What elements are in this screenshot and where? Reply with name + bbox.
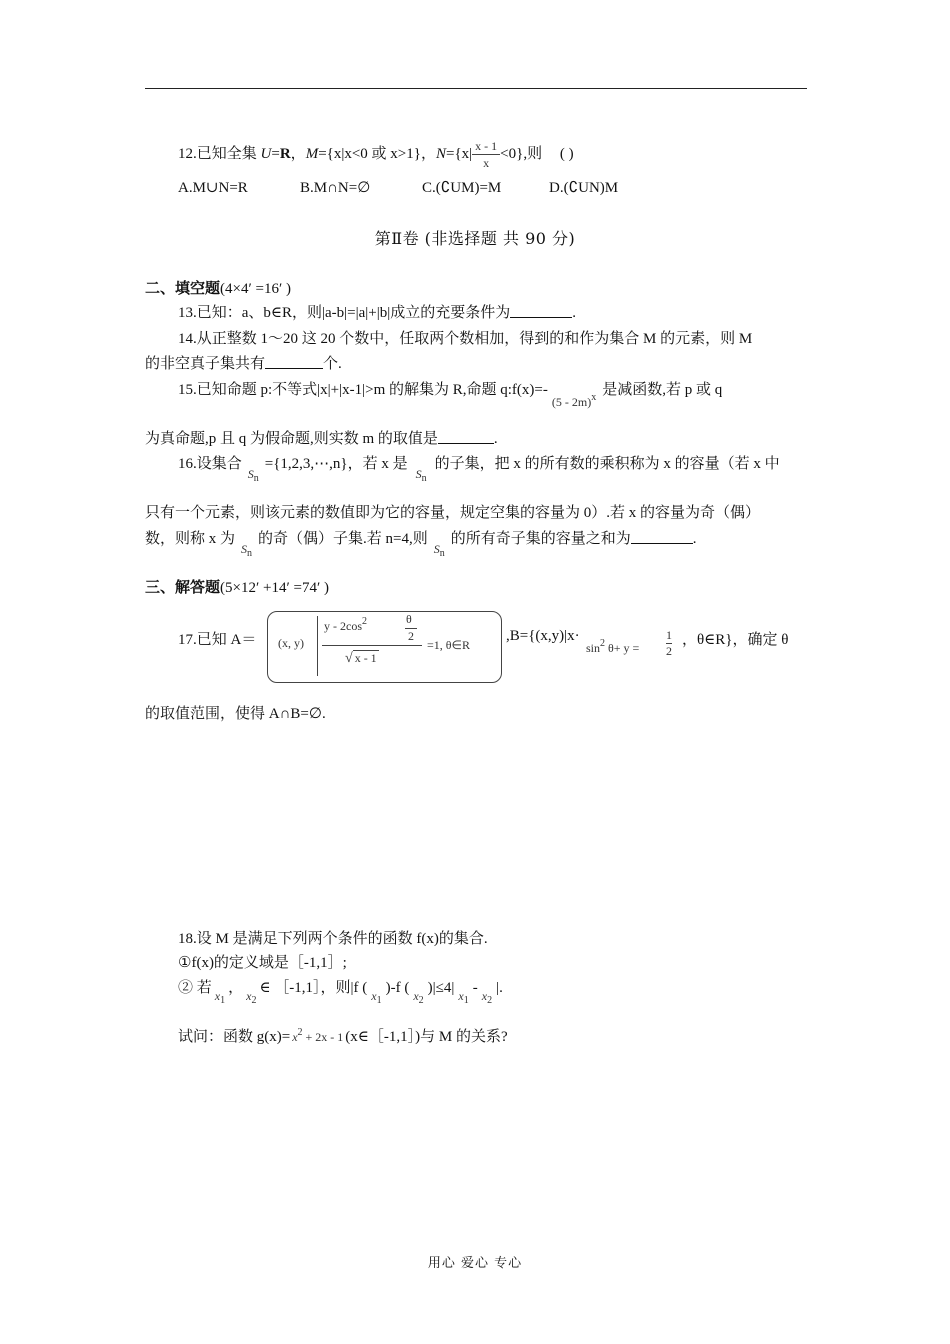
q12-option-c: C.(∁UM)=M	[422, 180, 502, 196]
section-2-heading: 二、填空题(4×4′ =16′ )	[145, 279, 291, 297]
question-18-line-1: 18.设 M 是满足下列两个条件的函数 f(x)的集合.	[178, 931, 488, 947]
question-14-line-2: 的非空真子集共有 个.	[145, 356, 342, 372]
question-16-line-3: 数，则称 x 为$_{S_n}$的奇（偶）子集.若 n=4,则$_{S_n}$的所有奇子集的容量之和为 .	[145, 531, 697, 559]
question-17-line-2: 的取值范围，使得 A∩B=∅.	[145, 706, 326, 722]
q17-numerator: y - $2\cos^2$	[324, 616, 367, 633]
question-13: 13.已知：a、b∈R，则|a-b|=|a|+|b|成立的充要条件为 .	[178, 305, 577, 321]
set-builder-bar	[317, 616, 318, 676]
question-16-line-1: 16.设集合$_{S_n}$={1,2,3,⋯,n}，若 x 是$_{S_n}$的子集，把 x 的所有数的乘积称为 x 的容量（若 x 中	[178, 456, 780, 484]
question-18-ask: 试问：函数 $g(x)= x^2 + 2x - 1$ (x∈［-1,1］)与 M 的关系?	[178, 1027, 508, 1045]
section-3-heading: 三、解答题(5×12′ +14′ =74′ )	[145, 578, 329, 596]
header-rule	[145, 88, 807, 89]
fraction-x-minus-1-over-x: $\frac{x - 1}{x}$	[472, 138, 500, 171]
question-12-stem: 12.已知全集 U=R，M={x|x<0 或 x>1}，N={x| $\frac{x - 1}{x}$ <0},则 ( )	[178, 139, 574, 170]
question-18-condition-2: ② 若 $_{x_1}$， $_{x_2}$∈ ［-1,1］，则|f ( $_{x_1}$)-f ( $_{x_2}$)|≤4| $_{x_1}$- $_{x_2}$|.	[178, 980, 503, 1006]
blank-13	[510, 305, 572, 318]
set-S-n: Sn	[433, 542, 445, 559]
question-14-line-1: 14.从正整数 1～20 这 20 个数中，任取两个数相加，得到的和作为集合 M 的元素，则 M	[178, 331, 753, 347]
set-S-n: Sn	[415, 467, 427, 484]
answer-paren: ( )	[559, 145, 574, 162]
set-S-n: Sn	[241, 542, 253, 559]
q17-xy: (x, y)	[278, 636, 304, 650]
question-16-line-2: 只有一个元素，则该元素的数值即为它的容量，规定空集的容量为 0）.若 x 的容量为奇（偶）	[145, 505, 761, 521]
question-18-condition-1: ①f(x)的定义域是［-1,1］;	[178, 955, 347, 971]
q12-option-b: B.M∩N=∅	[300, 180, 371, 196]
question-17-suffix: ，θ∈R}，确定 θ	[682, 632, 789, 648]
q17-half-den: 2	[405, 628, 417, 644]
blank-14	[265, 356, 323, 369]
part-2-title: 第Ⅱ卷 (非选择题 共 90 分)	[374, 229, 576, 248]
q17-fraction-bar	[322, 645, 422, 646]
q12-option-a: A.M∪N=R	[178, 180, 248, 196]
question-17-set-B: ,B={(x,y)|x·	[506, 628, 580, 644]
q17-condition: =1, θ∈R	[427, 638, 470, 652]
set-S-n: Sn	[247, 467, 259, 484]
page-footer: 用心 爱心 专心	[427, 1256, 523, 1271]
question-17-prefix: 17.已知 A＝	[178, 632, 257, 648]
q17-one-half: 1 2	[666, 628, 672, 658]
blank-15	[438, 431, 494, 444]
question-15-line-2: 为真命题,p 且 q 为假命题,则实数 m 的取值是 .	[145, 431, 498, 447]
question-15-line-1: 15.已知命题 p:不等式|x|+|x-1|>m 的解集为 R,命题 $q:f(x)=-_{(5 - 2m)^x}$ 是减函数,若 p 或 q	[178, 382, 723, 409]
q17-theta: θ	[406, 612, 412, 626]
q17-sin-expression: $\sin^2 \theta+ y$ =	[586, 638, 640, 655]
blank-16	[631, 531, 693, 544]
q15-function-expression: (5 - 2m)x	[551, 392, 597, 409]
q17-denominator: √ x - 1	[345, 651, 377, 666]
q12-option-d: D.(∁UN)M	[549, 180, 619, 196]
